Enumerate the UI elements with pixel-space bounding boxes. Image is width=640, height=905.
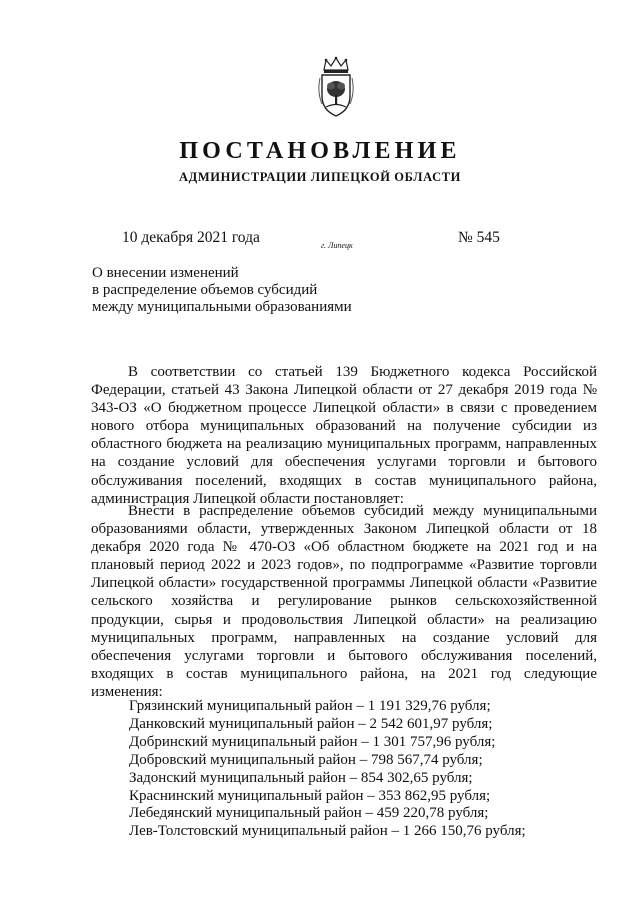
document-title: ПОСТАНОВЛЕНИЕ bbox=[179, 138, 461, 164]
subject-line: в распределение объемов субсидий bbox=[92, 282, 318, 298]
subsidy-list bbox=[129, 698, 526, 841]
list-item: Лебедянский муниципальный район – 459 220,78 рубля; bbox=[129, 805, 489, 822]
subject-line: между муниципальными образованиями bbox=[92, 299, 352, 315]
body-paragraph-2 bbox=[91, 502, 597, 701]
list-item: Грязинский муниципальный район – 1 191 329,76 рубля; bbox=[129, 698, 491, 714]
subject-line: О внесении изменений bbox=[92, 265, 239, 281]
list-item: Задонский муниципальный район – 854 302,65 рубля; bbox=[129, 769, 473, 786]
document-subtitle: АДМИНИСТРАЦИИ ЛИПЕЦКОЙ ОБЛАСТИ bbox=[179, 170, 461, 184]
list-item: Добровский муниципальный район – 798 567,74 рубля; bbox=[129, 751, 483, 768]
document-number: № 545 bbox=[458, 229, 500, 246]
coat-of-arms-icon bbox=[316, 56, 356, 118]
document-place: г. Липецк bbox=[321, 241, 353, 250]
paragraph-text: Внести в распределение объемов субсидий между муниципальными образованиями области, утвержденных Законом Липецкой области от 18 декабря 2020 года № 470-ОЗ «Об областном бюджете на 2021 год и на плановый период 2022 и 2023 годов», по подпрограмме «Развитие торговли Липецкой области» государственной программы Липецкой области «Развитие сельского хозяйства и регулирование рынков сельскохозяйственной продукции, сырья и продовольствия Липецкой области» на реализацию муниципальных программ, направленных на создание условий для обеспечения услугами торговли и бытового обслуживания поселений, входящих в состав муниципального района, на 2021 год следующие изменения: bbox=[91, 503, 597, 700]
list-item: Добринский муниципальный район – 1 301 757,96 рубля; bbox=[129, 733, 496, 750]
paragraph-text: В соответствии со статьей 139 Бюджетного кодекса Российской Федерации, статьей 43 Закона Липецкой области от 27 декабря 2019 года № 343-ОЗ «О бюджетном процессе Липецкой области» в связи с проведением нового отбора муниципальных образований на получение субсидии из областного бюджета на реализацию муниципальных программ, направленных на создание условий для обеспечения услугами торговли и бытового обслуживания поселений, входящих в состав муниципального района, администрация Липецкой области постановляет: bbox=[91, 364, 597, 507]
list-item: Краснинский муниципальный район – 353 862,95 рубля; bbox=[129, 787, 491, 804]
list-item: Данковский муниципальный район – 2 542 601,97 рубля; bbox=[129, 715, 493, 732]
body-paragraph-1 bbox=[91, 363, 597, 508]
list-item: Лев-Толстовский муниципальный район – 1 266 150,76 рубля; bbox=[129, 823, 526, 840]
document-subject bbox=[92, 265, 352, 316]
document-date: 10 декабря 2021 года bbox=[122, 229, 260, 246]
